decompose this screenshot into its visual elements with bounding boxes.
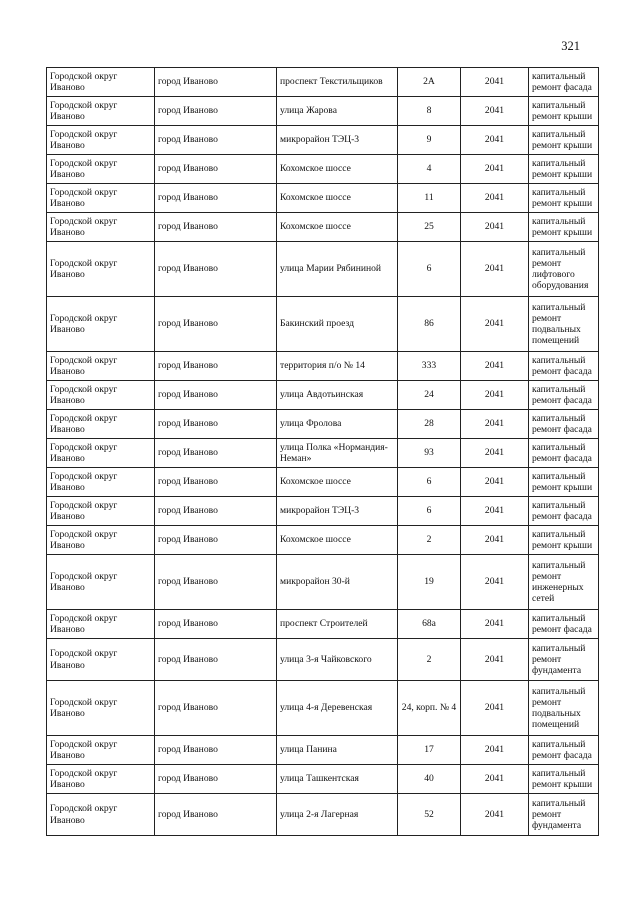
cell-year: 2041 <box>461 639 529 681</box>
cell-city: город Иваново <box>155 410 277 439</box>
cell-okrug: Городской округ Иваново <box>47 765 155 794</box>
cell-house-number: 28 <box>398 410 461 439</box>
table-row <box>47 736 599 765</box>
cell-house-number: 68а <box>398 610 461 639</box>
table-row <box>47 297 599 352</box>
cell-street: Кохомское шоссе <box>277 526 398 555</box>
table-body <box>47 68 599 836</box>
cell-okrug: Городской округ Иваново <box>47 526 155 555</box>
cell-street: проспект Строителей <box>277 610 398 639</box>
cell-city: город Иваново <box>155 681 277 736</box>
cell-street: Кохомское шоссе <box>277 184 398 213</box>
cell-work-type: капитальный ремонт фасада <box>529 439 599 468</box>
cell-work-type: капитальный ремонт фасада <box>529 410 599 439</box>
table-row <box>47 381 599 410</box>
table-row <box>47 242 599 297</box>
table-row <box>47 97 599 126</box>
cell-street: улица Панина <box>277 736 398 765</box>
cell-street: микрорайон 30-й <box>277 555 398 610</box>
cell-house-number: 11 <box>398 184 461 213</box>
cell-house-number: 8 <box>398 97 461 126</box>
cell-year: 2041 <box>461 126 529 155</box>
table-row <box>47 439 599 468</box>
cell-house-number: 2 <box>398 639 461 681</box>
cell-okrug: Городской округ Иваново <box>47 126 155 155</box>
cell-work-type: капитальный ремонт фасада <box>529 610 599 639</box>
cell-year: 2041 <box>461 242 529 297</box>
page-number: 321 <box>561 39 580 53</box>
cell-street: Кохомское шоссе <box>277 155 398 184</box>
cell-city: город Иваново <box>155 468 277 497</box>
cell-year: 2041 <box>461 439 529 468</box>
cell-year: 2041 <box>461 155 529 184</box>
repair-schedule-table <box>46 67 599 836</box>
cell-street: улица 4-я Деревенская <box>277 681 398 736</box>
table-row <box>47 639 599 681</box>
cell-okrug: Городской округ Иваново <box>47 242 155 297</box>
cell-okrug: Городской округ Иваново <box>47 497 155 526</box>
cell-work-type: капитальный ремонт лифтового оборудования <box>529 242 599 297</box>
cell-work-type: капитальный ремонт крыши <box>529 97 599 126</box>
cell-year: 2041 <box>461 555 529 610</box>
cell-city: город Иваново <box>155 352 277 381</box>
table-row <box>47 155 599 184</box>
cell-street: Кохомское шоссе <box>277 213 398 242</box>
cell-house-number: 25 <box>398 213 461 242</box>
cell-street: улица 2-я Лагерная <box>277 794 398 836</box>
cell-year: 2041 <box>461 736 529 765</box>
cell-house-number: 86 <box>398 297 461 352</box>
cell-house-number: 6 <box>398 497 461 526</box>
cell-okrug: Городской округ Иваново <box>47 610 155 639</box>
cell-house-number: 24, корп. № 4 <box>398 681 461 736</box>
cell-year: 2041 <box>461 468 529 497</box>
cell-work-type: капитальный ремонт крыши <box>529 468 599 497</box>
table-row <box>47 213 599 242</box>
cell-work-type: капитальный ремонт фундамента <box>529 639 599 681</box>
cell-work-type: капитальный ремонт фасада <box>529 497 599 526</box>
cell-year: 2041 <box>461 794 529 836</box>
table-row <box>47 555 599 610</box>
cell-work-type: капитальный ремонт крыши <box>529 526 599 555</box>
cell-year: 2041 <box>461 526 529 555</box>
cell-city: город Иваново <box>155 765 277 794</box>
cell-okrug: Городской округ Иваново <box>47 297 155 352</box>
cell-work-type: капитальный ремонт подвальных помещений <box>529 297 599 352</box>
cell-street: микрорайон ТЭЦ-3 <box>277 497 398 526</box>
cell-okrug: Городской округ Иваново <box>47 97 155 126</box>
cell-city: город Иваново <box>155 610 277 639</box>
cell-work-type: капитальный ремонт фундамента <box>529 794 599 836</box>
table-row <box>47 497 599 526</box>
cell-work-type: капитальный ремонт крыши <box>529 155 599 184</box>
cell-house-number: 17 <box>398 736 461 765</box>
cell-okrug: Городской округ Иваново <box>47 794 155 836</box>
cell-work-type: капитальный ремонт фасада <box>529 381 599 410</box>
cell-work-type: капитальный ремонт крыши <box>529 213 599 242</box>
cell-year: 2041 <box>461 681 529 736</box>
table-row <box>47 184 599 213</box>
cell-house-number: 19 <box>398 555 461 610</box>
table-row <box>47 68 599 97</box>
cell-okrug: Городской округ Иваново <box>47 736 155 765</box>
table-row <box>47 352 599 381</box>
cell-okrug: Городской округ Иваново <box>47 155 155 184</box>
cell-street: улица Жарова <box>277 97 398 126</box>
cell-city: город Иваново <box>155 184 277 213</box>
cell-okrug: Городской округ Иваново <box>47 352 155 381</box>
cell-year: 2041 <box>461 497 529 526</box>
cell-city: город Иваново <box>155 555 277 610</box>
table-row <box>47 681 599 736</box>
cell-city: город Иваново <box>155 439 277 468</box>
cell-year: 2041 <box>461 352 529 381</box>
cell-okrug: Городской округ Иваново <box>47 555 155 610</box>
cell-house-number: 93 <box>398 439 461 468</box>
cell-okrug: Городской округ Иваново <box>47 213 155 242</box>
cell-okrug: Городской округ Иваново <box>47 184 155 213</box>
cell-work-type: капитальный ремонт инженерных сетей <box>529 555 599 610</box>
table-row <box>47 610 599 639</box>
cell-house-number: 6 <box>398 468 461 497</box>
cell-house-number: 2 <box>398 526 461 555</box>
cell-city: город Иваново <box>155 213 277 242</box>
table-row <box>47 794 599 836</box>
cell-work-type: капитальный ремонт крыши <box>529 765 599 794</box>
cell-work-type: капитальный ремонт фасада <box>529 68 599 97</box>
table-row <box>47 526 599 555</box>
cell-okrug: Городской округ Иваново <box>47 681 155 736</box>
cell-okrug: Городской округ Иваново <box>47 639 155 681</box>
cell-house-number: 4 <box>398 155 461 184</box>
cell-year: 2041 <box>461 765 529 794</box>
cell-street: Кохомское шоссе <box>277 468 398 497</box>
cell-street: улица 3-я Чайковского <box>277 639 398 681</box>
cell-year: 2041 <box>461 68 529 97</box>
cell-work-type: капитальный ремонт фасада <box>529 352 599 381</box>
cell-work-type: капитальный ремонт фасада <box>529 736 599 765</box>
cell-street: проспект Текстильщиков <box>277 68 398 97</box>
cell-work-type: капитальный ремонт крыши <box>529 126 599 155</box>
cell-street: улица Полка «Нормандия-Неман» <box>277 439 398 468</box>
cell-city: город Иваново <box>155 736 277 765</box>
cell-city: город Иваново <box>155 526 277 555</box>
cell-street: микрорайон ТЭЦ-3 <box>277 126 398 155</box>
cell-city: город Иваново <box>155 126 277 155</box>
cell-street: улица Ташкентская <box>277 765 398 794</box>
cell-year: 2041 <box>461 297 529 352</box>
cell-year: 2041 <box>461 97 529 126</box>
cell-year: 2041 <box>461 610 529 639</box>
cell-okrug: Городской округ Иваново <box>47 410 155 439</box>
cell-house-number: 2А <box>398 68 461 97</box>
cell-house-number: 52 <box>398 794 461 836</box>
cell-year: 2041 <box>461 213 529 242</box>
cell-street: улица Авдотьинская <box>277 381 398 410</box>
cell-street: территория п/о № 14 <box>277 352 398 381</box>
cell-year: 2041 <box>461 381 529 410</box>
cell-city: город Иваново <box>155 297 277 352</box>
table-row <box>47 410 599 439</box>
cell-okrug: Городской округ Иваново <box>47 439 155 468</box>
cell-house-number: 6 <box>398 242 461 297</box>
cell-street: улица Фролова <box>277 410 398 439</box>
cell-city: город Иваново <box>155 97 277 126</box>
cell-city: город Иваново <box>155 794 277 836</box>
cell-year: 2041 <box>461 410 529 439</box>
cell-house-number: 333 <box>398 352 461 381</box>
cell-okrug: Городской округ Иваново <box>47 381 155 410</box>
cell-city: город Иваново <box>155 155 277 184</box>
table-row <box>47 126 599 155</box>
cell-street: улица Марии Рябининой <box>277 242 398 297</box>
cell-city: город Иваново <box>155 68 277 97</box>
cell-work-type: капитальный ремонт крыши <box>529 184 599 213</box>
cell-street: Бакинский проезд <box>277 297 398 352</box>
cell-year: 2041 <box>461 184 529 213</box>
cell-work-type: капитальный ремонт подвальных помещений <box>529 681 599 736</box>
cell-house-number: 40 <box>398 765 461 794</box>
cell-city: город Иваново <box>155 381 277 410</box>
table-row <box>47 468 599 497</box>
cell-house-number: 24 <box>398 381 461 410</box>
cell-city: город Иваново <box>155 639 277 681</box>
cell-okrug: Городской округ Иваново <box>47 468 155 497</box>
cell-city: город Иваново <box>155 242 277 297</box>
cell-house-number: 9 <box>398 126 461 155</box>
cell-okrug: Городской округ Иваново <box>47 68 155 97</box>
cell-city: город Иваново <box>155 497 277 526</box>
table-row <box>47 765 599 794</box>
